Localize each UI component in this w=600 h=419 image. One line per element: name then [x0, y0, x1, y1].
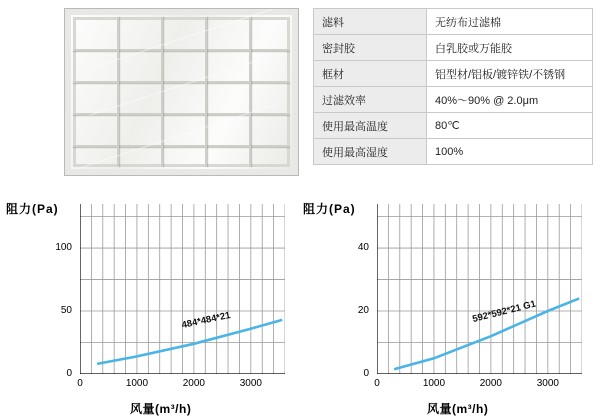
x-tick-label: 1000 — [422, 378, 446, 389]
chart-x-axis-label: 风量(m³/h) — [427, 402, 489, 416]
photo-grid-line — [73, 113, 290, 115]
spec-key: 框材 — [314, 61, 427, 87]
spec-value: 80℃ — [427, 113, 593, 139]
chart-y-axis-label: 阻力(Pa) — [6, 202, 59, 216]
product-photo — [64, 8, 299, 176]
photo-grid-line — [73, 49, 290, 51]
table-row — [314, 61, 593, 87]
x-tick-label: 2000 — [479, 378, 502, 389]
photo-grid-line — [73, 145, 290, 147]
table-row — [314, 139, 593, 165]
y-tick-label: 100 — [55, 242, 72, 254]
photo-grid-line — [205, 17, 207, 167]
spec-key: 密封胶 — [314, 35, 427, 61]
table-row — [314, 9, 593, 35]
x-tick-label: 3000 — [536, 378, 559, 389]
spec-key: 使用最高温度 — [314, 113, 427, 139]
x-tick-label: 2000 — [182, 378, 205, 389]
y-tick-label: 40 — [357, 242, 369, 254]
spec-value: 铝型材/铝板/镀锌铁/不锈钢 — [427, 61, 593, 87]
table-row — [314, 113, 593, 139]
chart-484 — [0, 186, 300, 419]
x-tick-label: 0 — [77, 378, 83, 389]
photo-grid-line — [73, 81, 290, 83]
photo-grid-line — [117, 17, 119, 167]
spec-key: 使用最高湿度 — [314, 139, 427, 165]
specification-table — [313, 8, 593, 165]
top-section — [0, 0, 600, 186]
table-row — [314, 87, 593, 113]
spec-value: 100% — [427, 139, 593, 165]
chart-svg — [80, 204, 285, 374]
plot-area — [357, 204, 582, 389]
x-tick-label: 1000 — [125, 378, 149, 389]
photo-grid-line — [249, 17, 251, 167]
spec-key: 过滤效率 — [314, 87, 427, 113]
y-tick-label: 50 — [60, 305, 72, 317]
chart-y-axis-label: 阻力(Pa) — [303, 202, 356, 216]
x-tick-label: 0 — [374, 378, 380, 389]
charts-section — [0, 186, 600, 419]
spec-value: 白乳胶或万能胶 — [427, 35, 593, 61]
chart-592 — [297, 186, 597, 419]
x-tick-label: 3000 — [239, 378, 262, 389]
data-series-line — [394, 298, 579, 369]
table-row — [314, 35, 593, 61]
series-annotation-label: 484*484*21 — [180, 310, 232, 332]
y-tick-label: 0 — [363, 368, 369, 379]
spec-value: 无纺布过滤棉 — [427, 9, 593, 35]
chart-x-axis-label: 风量(m³/h) — [130, 402, 192, 416]
chart-svg — [377, 204, 582, 374]
y-tick-label: 20 — [357, 305, 369, 317]
spec-value: 40%～90% @ 2.0μm — [427, 87, 593, 113]
spec-key: 滤料 — [314, 9, 427, 35]
series-annotation-label: 592*592*21 G1 — [471, 298, 537, 325]
y-tick-label: 0 — [66, 368, 72, 379]
plot-area — [55, 204, 285, 389]
